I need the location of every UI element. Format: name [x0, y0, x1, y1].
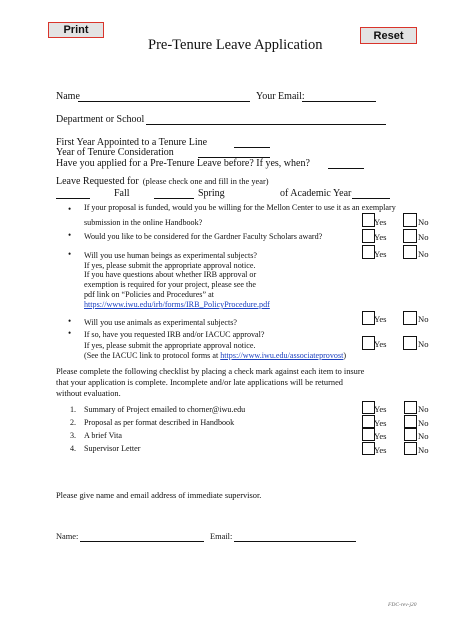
bullet-q5: •	[68, 328, 72, 338]
supervisor-email-label: Email:	[210, 532, 233, 541]
bullet-q3: •	[68, 249, 72, 259]
print-button[interactable]: Print	[48, 22, 104, 38]
checklist-item-2-text: Proposal as per format described in Handbook	[84, 418, 235, 427]
q5-line2: If yes, please submit the appropriate approval notice.	[84, 341, 256, 350]
checklist-item-4-no-checkbox[interactable]	[404, 442, 417, 455]
year-tenure-label: Year of Tenure Consideration	[56, 147, 174, 158]
bullet-q2: •	[68, 230, 72, 240]
checklist-intro-line3: without evaluation.	[56, 389, 121, 398]
checklist-item-1-yes-label: Yes	[374, 404, 387, 414]
irb-policy-link[interactable]: https://www.iwu.edu/irb/forms/IRB_PolicyProcedure.pdf	[84, 300, 270, 309]
checklist-item-1-num: 1.	[70, 405, 77, 414]
name-label: Name	[56, 91, 80, 102]
checklist-item-2-yes-label: Yes	[374, 418, 387, 428]
first-year-label: First Year Appointed to a Tenure Line	[56, 137, 208, 148]
checklist-item-4-text: Supervisor Letter	[84, 444, 141, 453]
checklist-item-2-no-label: No	[418, 418, 429, 428]
bullet-q4: •	[68, 316, 72, 326]
checklist-item-1-no-label: No	[418, 404, 429, 414]
q2-no-checkbox[interactable]	[403, 229, 417, 243]
supervisor-email-field[interactable]	[234, 541, 356, 542]
q1-no-label: No	[418, 217, 429, 227]
checklist-intro-line1: Please complete the following checklist by placing a check mark against each item to insure	[56, 367, 365, 376]
q3-line2: If yes, please submit the appropriate approval notice.	[84, 261, 256, 270]
department-field[interactable]	[146, 124, 386, 125]
checklist-item-3-yes-label: Yes	[374, 431, 387, 441]
leave-requested-note: (please check one and fill in the year)	[142, 177, 269, 186]
q3-no-label: No	[418, 249, 429, 259]
checklist-item-4-yes-label: Yes	[374, 445, 387, 455]
supervisor-name-label: Name:	[56, 532, 79, 541]
q3-yes-label: Yes	[374, 249, 387, 259]
checklist-item-1-no-checkbox[interactable]	[404, 401, 417, 414]
q3-line3: If you have questions about whether IRB approval or	[84, 270, 257, 279]
spring-checkbox-line[interactable]	[154, 198, 194, 199]
q1-no-checkbox[interactable]	[403, 213, 417, 227]
q2-no-label: No	[418, 232, 429, 242]
your-email-label: Your Email:	[256, 91, 305, 102]
leave-requested-label: Leave Requested for	[56, 176, 139, 187]
q4-no-checkbox[interactable]	[403, 311, 417, 325]
checklist-item-1-text: Summary of Project emailed to chorner@iwu.edu	[84, 405, 246, 414]
q5-line3-text: (See the IACUC link to protocol forms at	[84, 351, 221, 360]
iacuc-link[interactable]: https://www.iwu.edu/associateprovost	[220, 351, 344, 360]
q2-yes-label: Yes	[374, 232, 387, 242]
q3-no-checkbox[interactable]	[403, 245, 417, 259]
q5-line1: If so, have you requested IRB and/or IACUC approval?	[84, 330, 265, 339]
q5-line3	[84, 351, 346, 360]
bullet-q1: •	[68, 204, 72, 214]
q5-no-checkbox[interactable]	[403, 336, 417, 350]
applied-before-field[interactable]	[328, 168, 364, 169]
fall-checkbox-line[interactable]	[56, 198, 90, 199]
supervisor-prompt: Please give name and email address of immediate supervisor.	[56, 491, 262, 500]
checklist-item-3-no-checkbox[interactable]	[404, 428, 417, 441]
supervisor-name-field[interactable]	[80, 541, 204, 542]
q1-yes-label: Yes	[374, 217, 387, 227]
page-title: Pre-Tenure Leave Application	[148, 37, 323, 53]
first-year-field[interactable]	[234, 147, 270, 148]
academic-year-field[interactable]	[352, 198, 390, 199]
academic-year-label: of Academic Year	[280, 188, 352, 199]
q2-text: Would you like to be considered for the Gardner Faculty Scholars award?	[84, 232, 323, 241]
q5-no-label: No	[418, 339, 429, 349]
q5-yes-label: Yes	[374, 339, 387, 349]
checklist-item-2-num: 2.	[70, 418, 77, 427]
checklist-item-3-text: A brief Vita	[84, 431, 123, 440]
q1-line2: submission in the online Handbook?	[84, 218, 203, 227]
q5-line3-end: )	[343, 351, 347, 360]
q4-text: Will you use animals as experimental subjects?	[84, 318, 237, 327]
q3-line1: Will you use human beings as experimental subjects?	[84, 251, 257, 260]
fall-label: Fall	[114, 188, 130, 199]
spring-label: Spring	[198, 188, 225, 199]
name-field[interactable]	[78, 101, 250, 102]
form-code: FDC-rev-j20	[388, 602, 417, 608]
your-email-field[interactable]	[302, 101, 376, 102]
q1-line1: If your proposal is funded, would you be willing for the Mellon Center to use it as an exemplary	[84, 203, 396, 212]
leave-requested-row	[56, 171, 269, 189]
reset-button[interactable]: Reset	[360, 27, 417, 44]
checklist-item-3-no-label: No	[418, 431, 429, 441]
checklist-item-4-num: 4.	[70, 444, 77, 453]
q3-line5: pdf link on “Policies and Procedures” at	[84, 290, 214, 299]
checklist-item-3-num: 3.	[70, 431, 77, 440]
checklist-item-4-no-label: No	[418, 445, 429, 455]
q3-line4: exemption is required for your project, please see the	[84, 280, 256, 289]
checklist-item-2-no-checkbox[interactable]	[404, 415, 417, 428]
department-label: Department or School	[56, 114, 145, 125]
checklist-intro-line2: that your application is complete. Incomplete and/or late applications will be returned	[56, 378, 343, 387]
q4-yes-label: Yes	[374, 314, 387, 324]
q4-no-label: No	[418, 314, 429, 324]
applied-before-label: Have you applied for a Pre-Tenure Leave before? If yes, when?	[56, 158, 310, 169]
